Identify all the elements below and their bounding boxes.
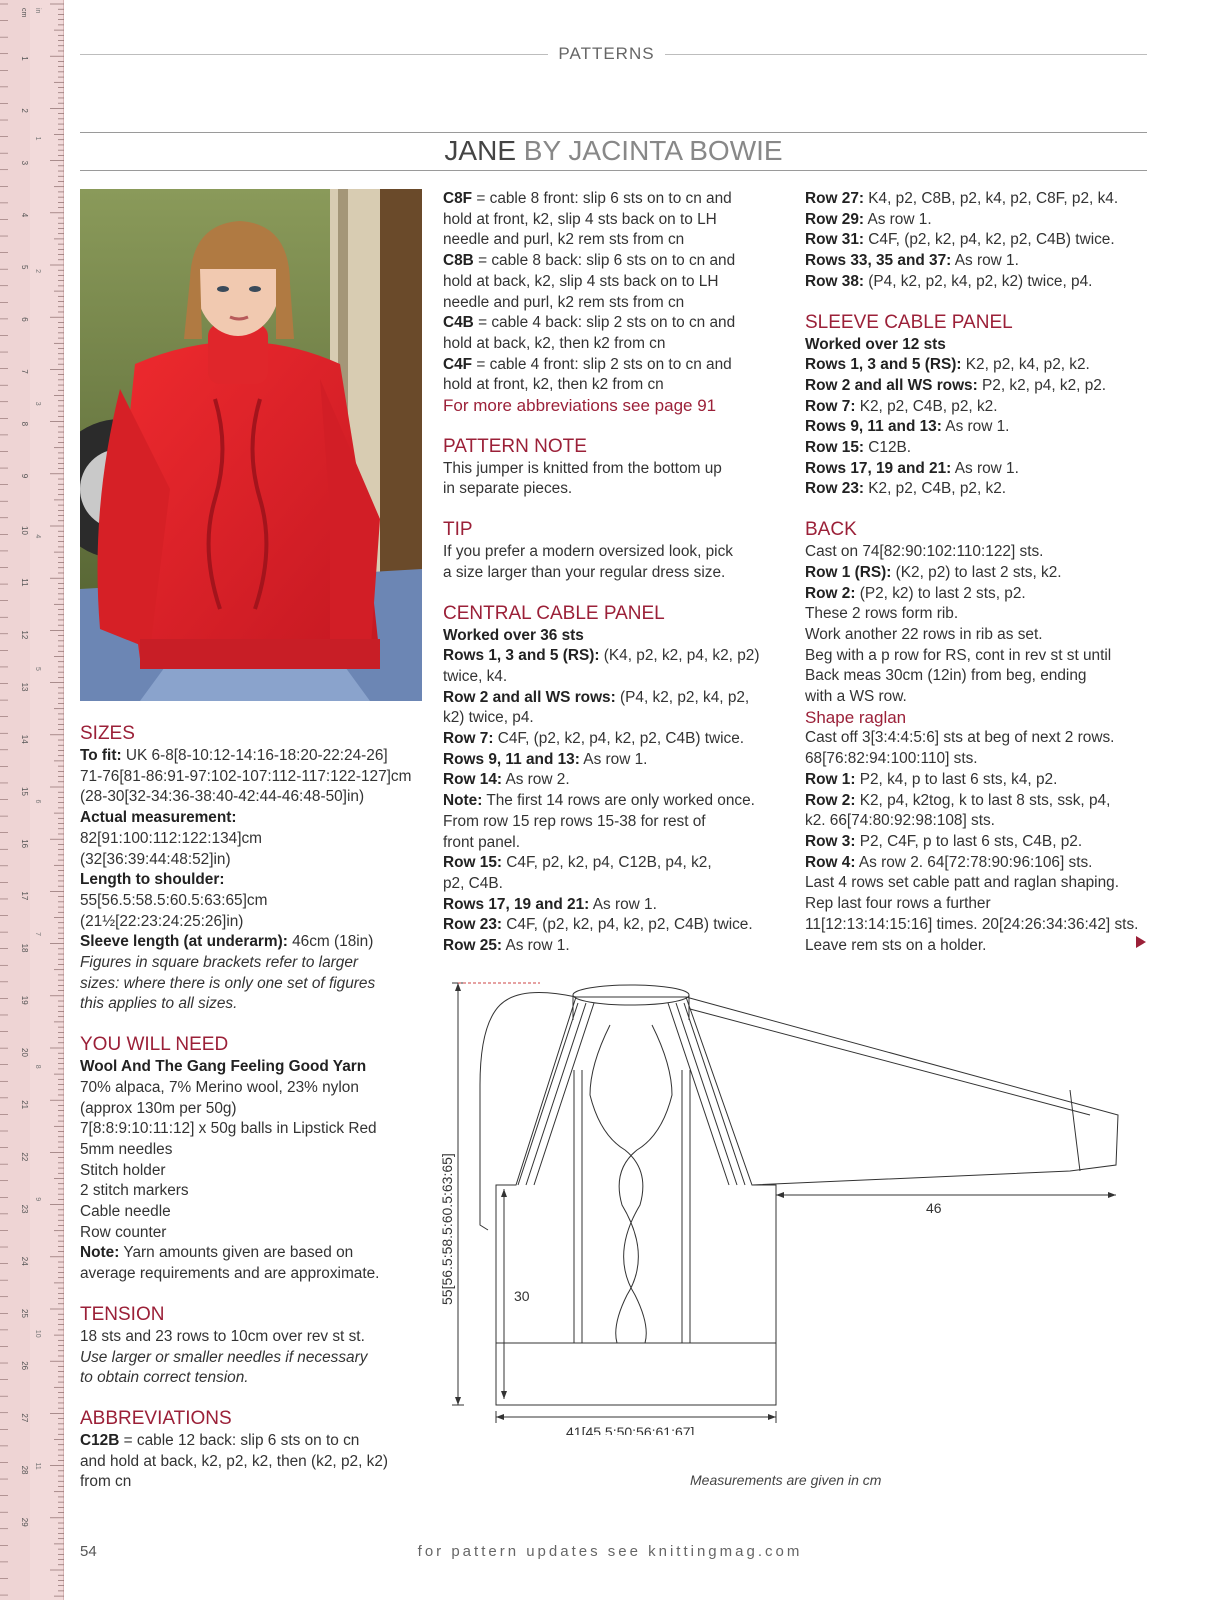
yarn-note-label: Note: [80,1244,120,1262]
row-text: p2, C4B. [443,874,503,892]
ruler-inch-number: 7 [34,932,41,937]
pattern-row [805,811,1155,832]
sizes-heading: SIZES [80,723,135,744]
row-label: Row 14: [443,771,503,789]
rib-label: 30 [514,1288,530,1304]
continue-arrow-icon [1136,936,1146,948]
row-text: P2, C4F, p to last 6 sts, C4B, p2. [855,832,1083,850]
row-label: Rows 9, 11 and 13: [443,750,580,768]
pattern-designer: BY JACINTA BOWIE [523,135,783,166]
row-text: K2, p4, k2tog, k to last 8 sts, ssk, p4, [855,791,1111,809]
pattern-row [805,853,1155,874]
sizes-fit [80,746,420,767]
abbr-c12b-cont: from cn [80,1473,132,1491]
materials-item: Stitch holder [80,1161,166,1179]
row-label: Row 38: [805,272,865,290]
row-label: Rows 17, 19 and 21: [805,459,952,477]
row-text: Last 4 rows set cable patt and raglan shaping. [805,874,1119,892]
central-cable-worked: Worked over 36 sts [443,626,584,644]
row-text: (P2, k2) to last 2 sts, p2. [855,584,1026,602]
row-text: twice, k4. [443,667,508,685]
tension-line-1: 18 sts and 23 rows to 10cm over rev st st. [80,1327,365,1345]
sizes-note-line [80,974,420,995]
row-label: Row 27: [805,190,865,207]
pattern-row [805,459,1155,480]
ruler-cm-number: 9 [20,473,29,479]
row-text: C12B. [864,439,912,457]
abbr-c4b-text: = cable 4 back: slip 2 sts on to cn and [473,314,736,332]
abbr-c4b-label: C4B [443,314,474,332]
pattern-title [80,135,1147,167]
row-text: K2, p2, k4, p2, k2. [961,356,1090,374]
pattern-row [805,936,1155,957]
ruler-cm-number: 8 [20,421,29,427]
pattern-row [805,355,1155,376]
row-text: (K2, p2) to last 2 sts, k2. [891,563,1062,581]
tension-line-2 [80,1348,420,1369]
row-label: Row 7: [443,730,494,748]
width-label: 41[45.5:50:56:61:67] [566,1424,695,1435]
ruler-cm-number: 13 [20,682,29,692]
row-label: Row 4: [805,853,856,871]
row-text: Back meas 30cm (12in) from beg, ending [805,667,1087,685]
pattern-row [805,666,1155,687]
pattern-row [443,791,793,812]
schematic-diagram [440,965,1160,1435]
row-text: (P4, k2, p2, k4, p2, [615,688,750,706]
materials-item: 2 stitch markers [80,1182,189,1200]
sizes-actual-in: (32[36:39:44:48:52]in) [80,850,231,868]
pattern-row [805,230,1155,251]
pattern-row [443,750,793,771]
row-label: Rows 9, 11 and 13: [805,418,942,436]
row-label: Note: [443,792,483,810]
collar [573,985,689,1005]
materials-list [80,1078,420,1244]
ruler-cm-unit: cm [20,8,27,18]
back-heading: BACK [805,519,857,541]
ruler-cm-number: 1 [20,56,29,61]
row-label: Row 15: [443,854,503,872]
pattern-row [443,688,793,709]
ruler-cm-number: 27 [20,1413,29,1423]
abbr-c8b [443,251,793,272]
abbr-c4f-cont: hold at front, k2, then k2 from cn [443,376,664,394]
sizes-note-1: Figures in square brackets refer to larger [80,954,359,972]
sizes-note-line [80,994,420,1015]
row-text: Rep last four rows a further [805,895,991,913]
materials-item: Cable needle [80,1203,171,1221]
pattern-row [805,915,1155,936]
column-left [80,723,420,1493]
pattern-row [443,812,793,833]
pattern-row [805,251,1155,272]
ruler-inch-number: 8 [34,1064,41,1069]
ruler-cm-number: 3 [20,160,29,166]
materials-item: (approx 130m per 50g) [80,1099,237,1117]
yarn-note-cont: average requirements and are approximate. [80,1265,380,1283]
tension-line-3 [80,1368,420,1389]
abbr-c8f-cont: hold at front, k2, slip 4 sts back on to LH [443,210,717,228]
margin-ruler [0,0,64,1600]
central-cable-rows-cont [805,189,1155,293]
pattern-name: JANE [444,135,516,166]
row-text: Cast off 3[3:4:4:5:6] sts at beg of next 2 rows. [805,729,1115,747]
yarn-note-text-1: Yarn amounts given are based on [119,1244,354,1262]
pattern-row [805,563,1155,584]
row-text: As row 1. [951,459,1019,477]
pattern-row [805,832,1155,853]
ruler-inch-number: 9 [34,1197,41,1202]
row-label: Rows 17, 19 and 21: [443,895,590,913]
back-rows [805,542,1155,708]
row-text: P2, k4, p to last 6 sts, k4, p2. [855,770,1058,788]
abbr-c12b-cont: and hold at back, k2, p2, k2, then (k2, p2, k2) [80,1452,389,1470]
row-text: K2, p2, C4B, p2, k2. [855,397,998,415]
pattern-note-line-2: in separate pieces. [443,480,573,498]
sizes-sleeve-label: Sleeve length (at underarm): [80,933,288,951]
abbr-c8b-label: C8B [443,252,474,270]
materials-item: 5mm needles [80,1140,173,1158]
ruler-inch-number: 6 [34,799,41,804]
pattern-row [805,397,1155,418]
row-label: Rows 1, 3 and 5 (RS): [443,647,600,665]
ruler-cm-number: 28 [20,1465,29,1475]
column-right [805,189,1155,956]
ruler-cm-number: 29 [20,1517,29,1527]
ruler-cm-number: 22 [20,1152,29,1162]
row-text: Beg with a p row for RS, cont in rev st st until [805,646,1112,664]
ruler-cm-number: 20 [20,1048,29,1057]
ruler-cm-number: 24 [20,1256,29,1266]
materials-item: 70% alpaca, 7% Merino wool, 23% nylon [80,1078,359,1096]
ruler-cm-number: 26 [20,1361,29,1371]
pattern-note-heading: PATTERN NOTE [443,435,587,457]
row-text: front panel. [443,833,521,851]
pattern-row [805,272,1155,293]
row-text: As row 1. [951,252,1019,270]
pattern-row [443,833,793,854]
materials-item: Row counter [80,1223,167,1241]
ruler-cm-number: 11 [20,578,29,587]
tip-line-1: If you prefer a modern oversized look, pick [443,543,733,561]
pattern-row [805,479,1155,500]
pattern-row [443,874,793,895]
sleeve-cable-heading: SLEEVE CABLE PANEL [805,311,1013,333]
row-text: K2, p2, C4B, p2, k2. [864,480,1007,498]
title-rule-bottom [80,170,1147,171]
ruler-cm-number: 23 [20,1204,29,1214]
more-abbreviations-link[interactable]: For more abbreviations see page 91 [443,396,717,416]
pattern-row [805,210,1155,231]
abbr-c8f-text: = cable 8 front: slip 6 sts on to cn and [472,190,732,207]
yarn-name: Wool And The Gang Feeling Good Yarn [80,1058,367,1076]
pattern-row [443,853,793,874]
row-label: Row 2 and all WS rows: [805,376,978,394]
pattern-row [805,604,1155,625]
model-photo-illustration [80,189,422,701]
ruler-cm-number: 5 [20,265,29,270]
sizes-note-line [80,953,420,974]
abbr-c8b-text: = cable 8 back: slip 6 sts on to cn and [473,252,736,270]
pattern-row [443,936,793,957]
sizes-note-2: sizes: where there is only one set of figures [80,974,376,992]
ruler-cm-number: 16 [20,839,29,849]
row-label: Row 2: [805,791,856,809]
pattern-row [443,708,793,729]
ruler-inch-number: 2 [34,269,41,274]
body-outline [496,997,776,1405]
ruler-cm-number: 17 [20,891,29,901]
pattern-row [443,915,793,936]
sleeve-cable-worked: Worked over 12 sts [805,335,946,353]
row-text: Cast on 74[82:90:102:110:122] sts. [805,543,1044,561]
ruler-cm-number: 15 [20,787,29,796]
ruler-inch-number: 10 [34,1329,41,1338]
row-text: The first 14 rows are only worked once. [482,792,755,810]
row-label: Row 1: [805,770,856,788]
pattern-row [805,873,1155,894]
materials-item: 7[8:8:9:10:11:12] x 50g balls in Lipstick Red [80,1120,377,1138]
central-cable-rows [443,646,793,957]
row-text: C4F, (p2, k2, p4, k2, p2, C4B) twice. [493,730,745,748]
abbr-c8f-label: C8F [443,190,473,207]
abbr-c8f [443,189,793,210]
pattern-row [805,376,1155,397]
tension-line-3-text: to obtain correct tension. [80,1369,249,1387]
pattern-row [443,770,793,791]
row-text: As row 1. [941,418,1010,436]
sizes-sleeve [80,932,420,953]
row-label: Row 3: [805,832,856,850]
row-label: Row 2 and all WS rows: [443,688,616,706]
sizes-length-cm: 55[56.5:58.5:60.5:63:65]cm [80,891,268,909]
ruler-cm-number: 4 [20,212,29,218]
sizes-fit-in: (28-30[32-34:36-38:40-42:44-46:48-50]in) [80,788,365,806]
row-text: As row 1. [864,210,932,228]
you-will-need-heading: YOU WILL NEED [80,1034,229,1056]
row-label: Rows 33, 35 and 37: [805,252,952,270]
footer-url-text[interactable]: for pattern updates see knittingmag.com [417,1543,803,1560]
pattern-row [805,791,1155,812]
sleeve-cable-rows [805,355,1155,500]
pattern-row [443,646,793,667]
ruler-inch-unit: in [34,8,41,14]
row-text: C4F, (p2, k2, p4, k2, p2, C4B) twice. [502,916,753,934]
abbr-c8b-cont: hold at back, k2, slip 4 sts back on to LH [443,272,719,290]
row-text: As row 2. [502,771,570,789]
sizes-length-label: Length to shoulder: [80,871,225,889]
row-text: As row 1. [589,895,657,913]
ruler-inch-number: 5 [34,666,41,671]
row-label: Row 25: [443,937,503,955]
pattern-row [805,189,1155,210]
abbr-c4f [443,355,793,376]
row-text: 11[12:13:14:15:16] times. 20[24:26:34:36:42] sts. [805,915,1139,933]
pattern-row [443,895,793,916]
raglan-rows [805,728,1155,956]
row-text: As row 1. [502,937,570,955]
model-photo [80,189,422,701]
sizes-fit-label: To fit: [80,747,122,764]
row-label: Row 31: [805,231,865,249]
pattern-row [805,770,1155,791]
abbr-c12b [80,1431,420,1452]
ruler-cm-number: 6 [20,317,29,322]
pattern-row [805,625,1155,646]
pattern-row [443,729,793,750]
abbr-c4f-label: C4F [443,355,473,373]
row-label: Rows 1, 3 and 5 (RS): [805,356,962,374]
yarn-note [80,1243,420,1264]
pattern-row [805,542,1155,563]
row-text: As row 1. [579,750,648,768]
row-label: Row 2: [805,584,856,602]
ruler-inch-number: 4 [34,534,41,539]
row-text: k2. 66[74:80:92:98:108] sts. [805,812,995,830]
schematic-svg [440,965,1160,1435]
row-label: Row 23: [443,916,503,934]
abbr-c12b-label: C12B [80,1431,120,1449]
page-number: 54 [80,1543,97,1560]
pattern-row [443,667,793,688]
pattern-row [805,894,1155,915]
section-label: PATTERNS [558,44,655,63]
ruler-cm-number: 21 [20,1100,29,1110]
sizes-actual-label: Actual measurement: [80,809,237,827]
sizes-fit-uk: UK 6-8[8-10:12-14:16-18:20-22:24-26] [121,747,388,764]
row-text: C4F, p2, k2, p4, C12B, p4, k2, [502,854,712,872]
row-text: From row 15 rep rows 15-38 for rest of [443,812,706,830]
ruler-cm-number: 7 [20,369,29,374]
ruler-cm-number: 2 [20,108,29,113]
abbr-c8b-cont: needle and purl, k2 rem sts from cn [443,293,685,311]
row-label: Row 15: [805,439,865,457]
title-rule-top [80,132,1147,133]
ruler-inch-number: 3 [34,401,41,406]
row-text: As row 2. 64[72:78:90:96:106] sts. [855,853,1093,871]
row-text: (P4, k2, p2, k4, p2, k2) twice, p4. [864,272,1093,290]
column-middle [443,189,793,957]
row-label: Row 7: [805,397,856,415]
row-text: K4, p2, C8B, p2, k4, p2, C8F, p2, k4. [864,190,1119,207]
shape-raglan-subheading: Shape raglan [805,707,907,727]
pattern-note-line-1: This jumper is knitted from the bottom up [443,459,722,477]
ruler-cm-number: 18 [20,943,29,953]
row-label: Row 29: [805,210,865,228]
row-text: C4F, (p2, k2, p4, k2, p2, C4B) twice. [864,231,1115,249]
ruler-inch-number: 11 [34,1462,41,1470]
row-text: with a WS row. [805,688,907,706]
sizes-length-in: (21½[22:23:24:25:26]in) [80,912,244,930]
abbreviations-heading: ABBREVIATIONS [80,1407,232,1429]
pattern-row [805,687,1155,708]
row-text: k2) twice, p4. [443,709,534,727]
tension-heading: TENSION [80,1303,165,1325]
abbr-c4b-cont: hold at back, k2, then k2 from cn [443,334,666,352]
pattern-row [805,417,1155,438]
ruler-cm-number: 25 [20,1309,29,1318]
sleeve-label: 46 [926,1200,942,1216]
header-rule-right [665,54,1147,55]
row-text: 68[76:82:94:100:110] sts. [805,750,978,768]
sizes-actual-cm: 82[91:100:112:122:134]cm [80,829,262,847]
abbr-c12b-text: = cable 12 back: slip 6 sts on to cn [119,1431,360,1449]
header-rule-left [80,54,548,55]
tension-line-2-text: Use larger or smaller needles if necessary [80,1348,368,1366]
sizes-fit-cm: 71-76[81-86:91-97:102-107:112-117:122-127]cm [80,767,412,785]
row-text: Work another 22 rows in rib as set. [805,625,1043,643]
row-text: (K4, p2, k2, p4, k2, p2) [599,647,760,665]
pattern-row [805,749,1155,770]
ruler-ticks [0,0,64,1600]
abbr-c4b [443,313,793,334]
length-label: 55[56.5:58.5:60.5:63:65] [440,1153,455,1305]
pattern-row [805,584,1155,605]
tip-heading: TIP [443,519,473,541]
row-text: P2, k2, p4, k2, p2. [977,376,1107,394]
row-text: These 2 rows form rib. [805,605,959,623]
abbr-c4f-text: = cable 4 front: slip 2 sts on to cn and [472,355,732,373]
central-cable-heading: CENTRAL CABLE PANEL [443,602,665,624]
ruler-cm-number: 12 [20,630,29,640]
sizes-sleeve-value: 46cm (18in) [287,933,374,951]
pattern-row [805,438,1155,459]
pattern-row [805,728,1155,749]
ruler-inch-number: 1 [34,136,41,141]
abbr-c8f-cont: needle and purl, k2 rem sts from cn [443,231,685,249]
ruler-cm-number: 10 [20,526,29,535]
ruler-cm-number: 19 [20,995,29,1005]
row-label: Row 23: [805,480,865,498]
sizes-note-3: this applies to all sizes. [80,995,238,1013]
row-label: Row 1 (RS): [805,563,892,581]
row-text: Leave rem sts on a holder. [805,936,987,954]
ruler-cm-number: 14 [20,734,29,744]
pattern-row [805,646,1155,667]
diagram-caption: Measurements are given in cm [690,1472,882,1488]
tip-line-2: a size larger than your regular dress size. [443,563,726,581]
